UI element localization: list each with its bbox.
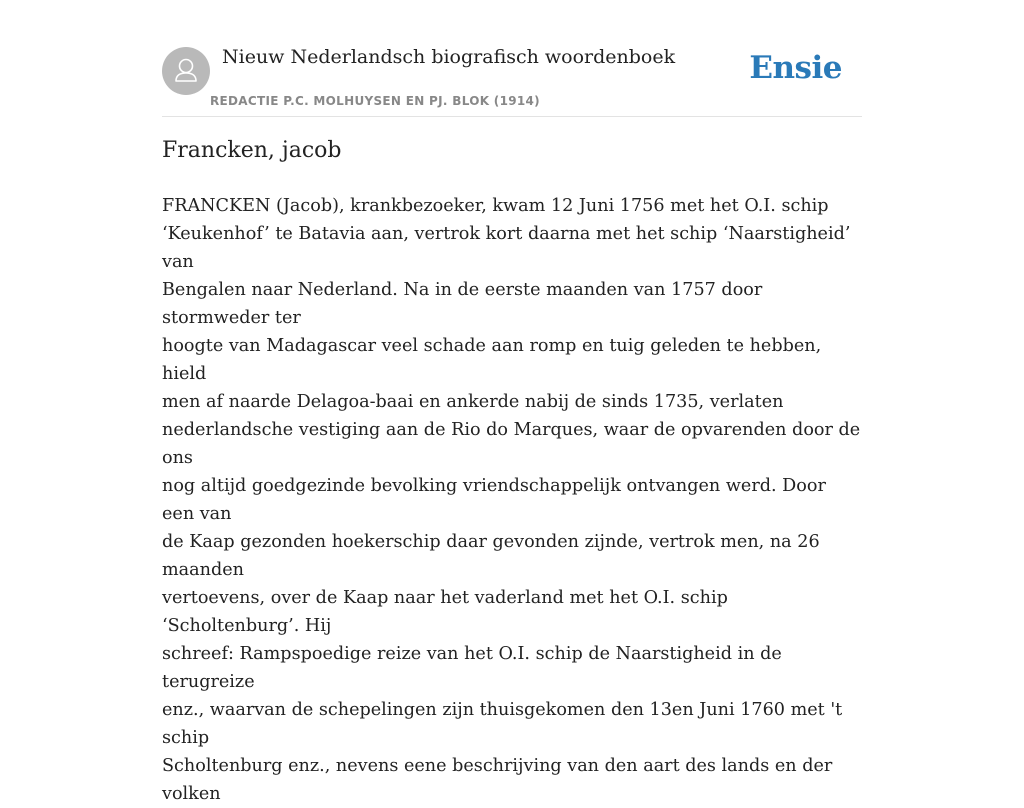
user-icon bbox=[162, 47, 210, 95]
entry-line: Scholtenburg enz., nevens eene beschrijving van den aart des lands en der volken bbox=[162, 756, 833, 804]
book-title[interactable]: Nieuw Nederlandsch biografisch woordenboek bbox=[222, 46, 676, 68]
entry-line: nederlandsche vestiging aan de Rio do Marques, waar de opvarenden door de ons bbox=[162, 420, 861, 468]
entry-line: de Kaap gezonden hoekerschip daar gevonden zijnde, vertrok men, na 26 maanden bbox=[162, 532, 820, 580]
entry-title: Francken, jacob bbox=[162, 138, 342, 163]
entry-line: schreef: Rampspoedige reize van het O.I. schip de Naarstigheid in de terugreize bbox=[162, 644, 782, 692]
entry-line: vertoevens, over de Kaap naar het vaderland met het O.I. schip ‘Scholtenburg’. Hij bbox=[162, 588, 728, 636]
entry-line: men af naarde Delagoa-baai en ankerde nabij de sinds 1735, verlaten bbox=[162, 392, 784, 412]
entry-line: FRANCKEN (Jacob), krankbezoeker, kwam 12 Juni 1756 met het O.I. schip bbox=[162, 196, 829, 216]
entry-line: enz., waarvan de schepelingen zijn thuisgekomen den 13en Juni 1760 met 't schip bbox=[162, 700, 843, 748]
entry-body bbox=[162, 192, 862, 808]
entry-line: Bengalen naar Nederland. Na in de eerste maanden van 1757 door stormweder ter bbox=[162, 280, 763, 328]
entry-line: ‘Keukenhof’ te Batavia aan, vertrok kort daarna met het schip ‘Naarstigheid’ van bbox=[162, 224, 851, 272]
book-editors: REDACTIE P.C. MOLHUYSEN EN PJ. BLOK (1914) bbox=[210, 94, 540, 108]
entry-line: nog altijd goedgezinde bevolking vriendschappelijk ontvangen werd. Door een van bbox=[162, 476, 826, 524]
avatar bbox=[162, 47, 210, 95]
book-header bbox=[162, 40, 862, 117]
brand-logo[interactable]: Ensie bbox=[749, 50, 842, 86]
entry-line: hoogte van Madagascar veel schade aan romp en tuig geleden te hebben, hield bbox=[162, 336, 822, 384]
